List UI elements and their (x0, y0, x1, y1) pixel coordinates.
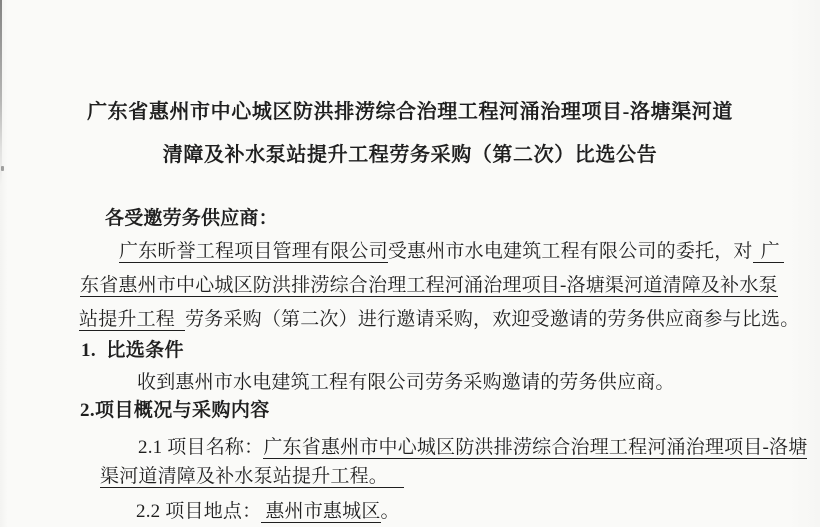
intro-paragraph-line-3 (79, 310, 799, 329)
project-name-underline-start: 广 (753, 241, 784, 263)
item-2-2-period: 。 (380, 501, 400, 522)
document-title-line-1: 广东省惠州市中心城区防洪排涝综合治理工程河涌治理项目-洛塘渠河道 (87, 101, 733, 123)
project-name-underline-end: 站提升工程 (79, 309, 185, 331)
section-1-body: 收到惠州市水电建筑工程有限公司劳务采购邀请的劳务供应商。 (137, 372, 675, 393)
project-name-value-underline-2: 渠河道清障及补水泵站提升工程。 (100, 466, 404, 488)
project-location-underline: 惠州市惠城区 (261, 501, 380, 523)
item-2-1-line-2 (100, 467, 404, 486)
document-title-line-2: 清障及补水泵站提升工程劳务采购（第二次）比选公告 (162, 144, 658, 166)
item-2-1-label: 2.1 项目名称： (138, 437, 264, 458)
section-1-heading: 1. 比选条件 (81, 340, 184, 361)
delegation-text: 受惠州市水电建筑工程有限公司的委托，对 (387, 241, 753, 262)
item-2-2-label: 2.2 项目地点： (136, 501, 262, 522)
item-2-2-line (136, 502, 400, 521)
project-name-value-underline-1: 广东省惠州市中心城区防洪排涝综合治理工程河涌治理项目-洛塘 (263, 437, 808, 458)
intro-paragraph-line-2 (80, 276, 778, 295)
intro-paragraph-line-1 (119, 242, 784, 261)
scan-speck-artifact (1, 166, 4, 171)
project-name-underline-middle: 东省惠州市中心城区防洪排涝综合治理工程河涌治理项目-洛塘渠河道清障及补水泵 (80, 275, 778, 296)
section-2-heading: 2.项目概况与采购内容 (80, 400, 270, 421)
invitation-text: 劳务采购（第二次）进行邀请采购，欢迎受邀请的劳务供应商参与比选。 (185, 309, 800, 330)
salutation-line: 各受邀劳务供应商： (105, 208, 278, 229)
item-2-1-line-1 (138, 438, 807, 457)
agent-company-underline: 广东昕誉工程项目管理有限公司 (119, 241, 388, 262)
